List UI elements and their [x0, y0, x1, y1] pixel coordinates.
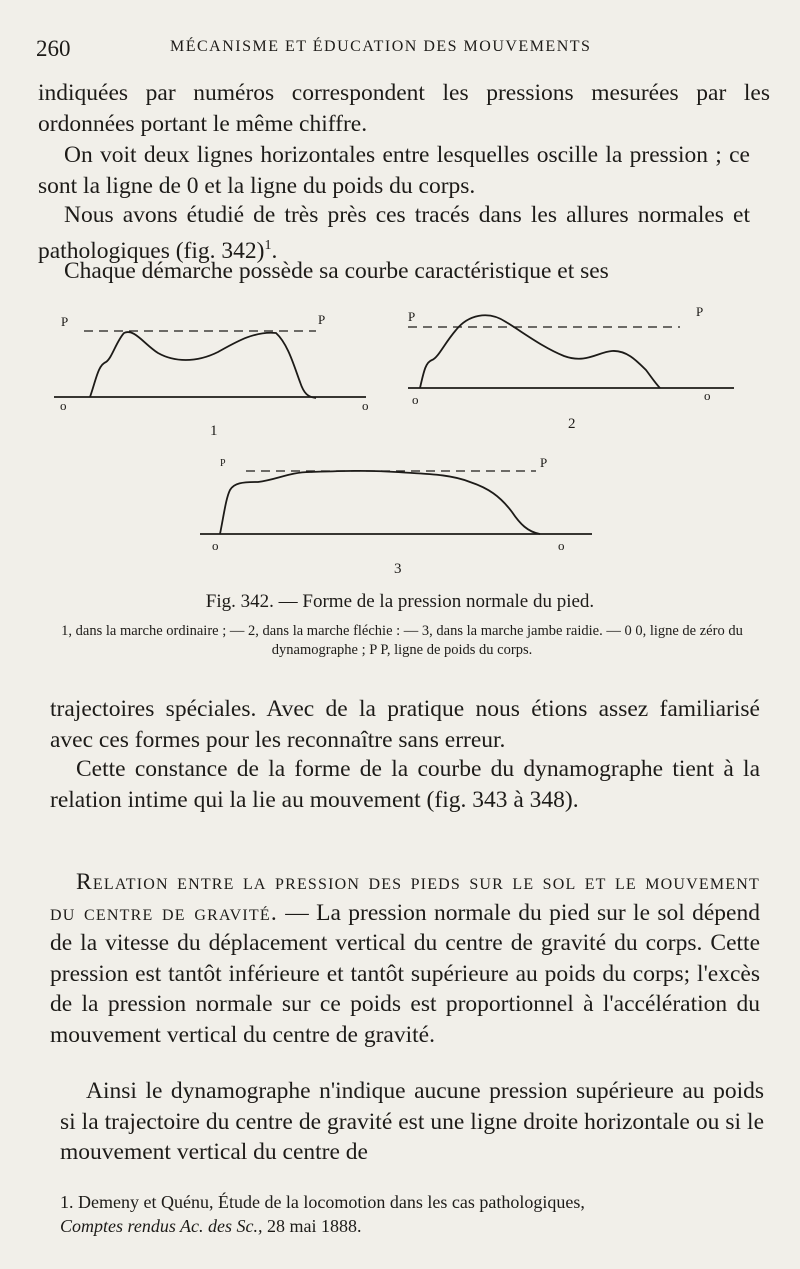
figure-legend: 1, dans la marche ordinaire ; — 2, dans la marche fléchie : — 3, dans la marche jambe raidie. — 0 0, ligne de zéro du dynamographe ; P P, ligne de poids du corps.	[61, 623, 743, 658]
curve-2-pressure-trace	[420, 315, 660, 388]
paragraph-2: On voit deux lignes horizontales entre lesquelles oscille la pression ; ce sont la ligne de 0 et la ligne du poids du corps.	[38, 142, 750, 199]
footnote-date: 28 mai 1888.	[262, 1216, 362, 1236]
curve-2-label-o-right: o	[704, 388, 711, 403]
footnote-line-1: 1. Demeny et Quénu, Étude de la locomotion dans les cas pathologiques,	[60, 1192, 585, 1212]
curve-1-label-o-right: o	[362, 398, 369, 413]
page-header	[36, 36, 766, 64]
curve-2-label-o-left: o	[412, 392, 419, 407]
pressure-curves-figure	[40, 300, 760, 590]
curve-group-2	[408, 315, 734, 388]
curve-3-label-o-right: o	[558, 538, 565, 553]
paragraph-3-end: .	[271, 237, 278, 264]
curve-group-1	[54, 331, 366, 398]
curve-3-number: 3	[394, 561, 402, 577]
curve-2-label-p-left: P	[408, 309, 416, 324]
paragraph-4: Chaque démarche possède sa courbe caractéristique et ses	[64, 258, 609, 284]
curve-3-label-p-right: P	[540, 455, 548, 470]
paragraph-6: Cette constance de la forme de la courbe du dynamographe tient à la relation intime qui la lie au mouvement (fig. 343 à 348).	[50, 756, 760, 813]
curve-3-pressure-trace	[220, 471, 540, 534]
paragraph-1: indiquées par numéros correspondent les pressions mesurées par les ordonnées portant le même chiffre.	[38, 80, 770, 137]
curve-2-number: 2	[568, 416, 576, 432]
section-heading: Relation entre la pression des pieds sur le sol et le mouvement du centre de gravité.	[50, 869, 760, 926]
curve-1-label-p-left: P	[61, 314, 69, 329]
paragraph-5: trajectoires spéciales. Avec de la pratique nous étions assez familiarisé avec ces formes pour les reconnaître sans erreur.	[50, 696, 760, 753]
curve-3-label-p-left: P	[220, 458, 226, 469]
footnote-marker: 1	[264, 237, 272, 253]
curve-1-label-p-right: P	[318, 312, 326, 327]
curve-group-3	[200, 471, 592, 534]
paragraph-7	[50, 867, 760, 1050]
curve-1-number: 1	[210, 423, 218, 439]
curve-3-label-o-left: o	[212, 538, 219, 553]
curve-1-pressure-trace	[90, 332, 316, 398]
running-title: MÉCANISME ET ÉDUCATION DES MOUVEMENTS	[170, 38, 592, 55]
figure-caption: Fig. 342. — Forme de la pression normale du pied.	[205, 591, 595, 612]
page-number: 260	[36, 36, 71, 61]
footnote-journal: Comptes rendus Ac. des Sc.,	[60, 1216, 263, 1236]
curve-2-label-p-right: P	[696, 304, 704, 319]
footnote	[60, 1190, 768, 1238]
paragraph-3-text: Nous avons étudié de très près ces tracés dans les allures normales et pathologiques (fig. 342)	[38, 202, 750, 264]
paragraph-8: Ainsi le dynamographe n'indique aucune pression supérieure au poids si la trajectoire du centre de gravité est une ligne droite horizontale ou si le mouvement vertical du centre de	[60, 1078, 764, 1165]
paragraph-7-body: — La pression normale du pied sur le sol dépend de la vitesse du déplacement vertical du centre de gravité du corps. Cette pression est tantôt inférieure et tantôt supérieure au poids du corps; l'excès de la pression normale sur ce poids est proportionnel à l'accélération du mouvement vertical du centre de gravité.	[50, 899, 760, 1048]
curve-1-label-o-left: o	[60, 398, 67, 413]
figure-342	[40, 300, 760, 590]
